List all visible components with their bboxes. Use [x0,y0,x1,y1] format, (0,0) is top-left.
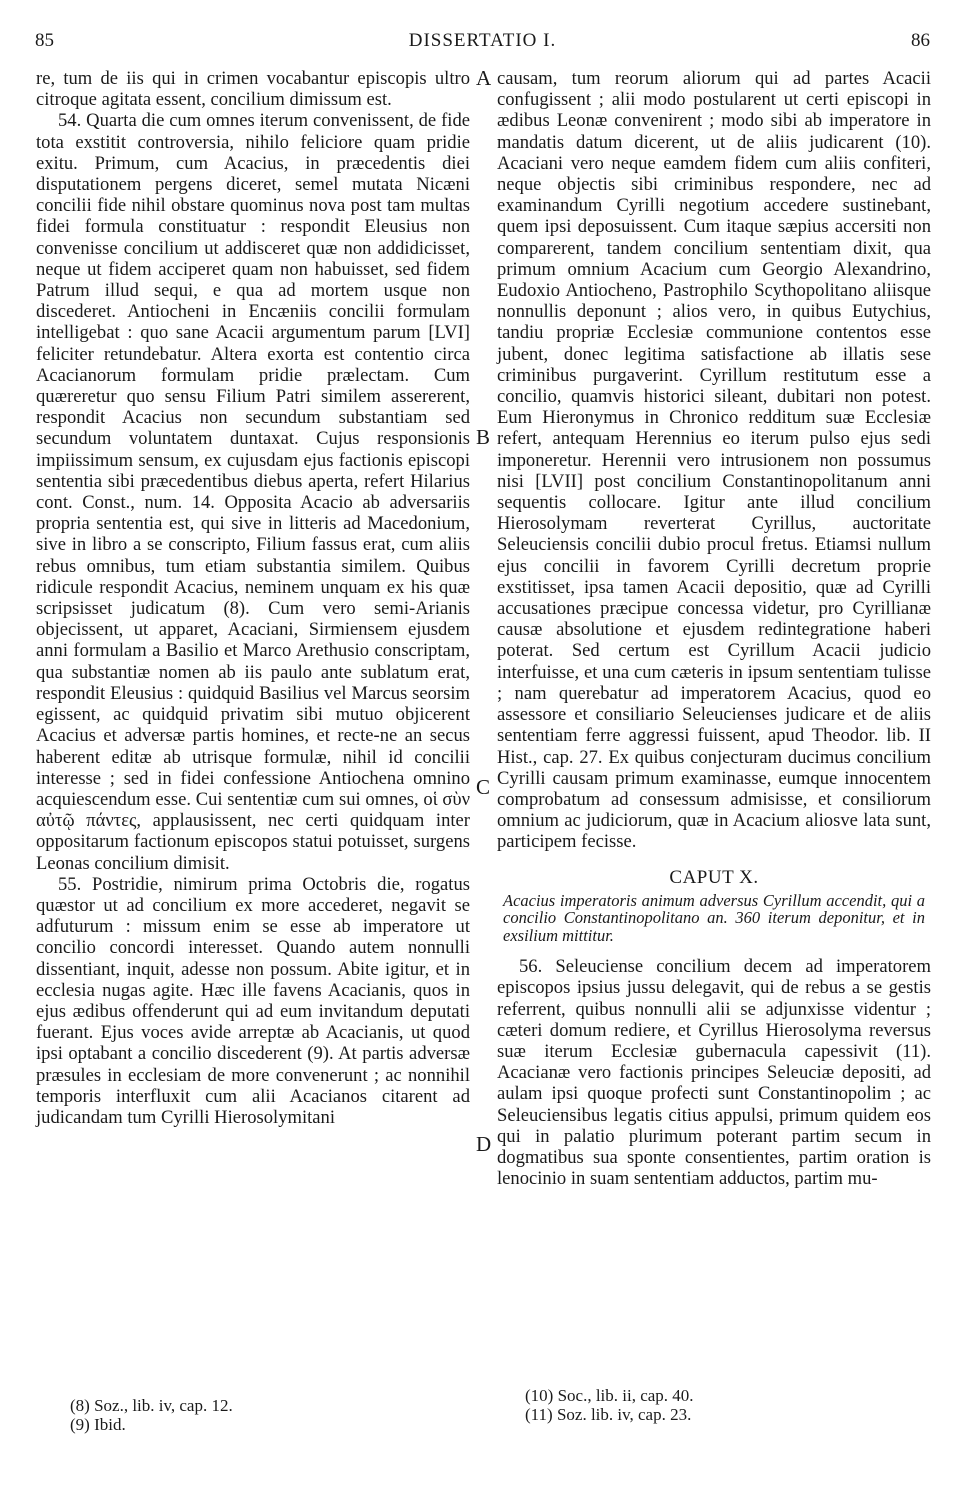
left-column [36,68,470,1128]
footnote: (11) Soz. lib. iv, cap. 23. [525,1405,692,1424]
page-number-right: 86 [911,30,930,51]
margin-letter-b: B [476,425,491,449]
footnote: (10) Soc., lib. ii, cap. 40. [525,1386,694,1405]
footnote: (9) Ibid. [70,1415,126,1434]
paragraph: re, tum de iis qui in crimen vocabantur episcopis ultro citroque agitata essent, concilium dimissum est. [36,68,470,111]
paragraph: 54. Quarta die cum omnes iterum convenissent, de fide tota exstitit controversia, nihilo feliciore quam pridie exitu. Primum, cum Acacius, in præcedentis diei disputationem pergens diceret, semel mutata Nicæni concilii fide nihil obstare quominus nova post tam multas fidei formula constituatur : respondit Eleusius non convenisse concilium ut addisceret quæ non addidicisset, neque ut fidem acciperet quam non habuisset, sed fidem Patrum illud sequi, e qua ad mortem usque non discederet. Antiocheni in Encæniis concilii formulam intelligebat : quo sane Acacii argumentum parum [LVI] feliciter retundebatur. Altera exorta est contentio circa Acacianorum formulam pridie prælectam. Cum quæreretur quo sensu Filium Patri similem assererent, respondit Acacius non secundum substantiam sed secundum voluntatem duntaxat. Cujus responsionis impiissimum sensum, ex cujusdam ejus factionis episcopi sententia sibi præcedentibus diebus aperta, refert Hilarius cont. Const., num. 14. Opposita Acacio ab adversariis propria sententia est, qui sive in litteris ad Macedonium, sive in libro a se conscripto, Filium fassus erat, cum aliis rebus omnibus, tum etiam substantia similem. Quibus ridicule respondit Acacius, neminem unquam ex his quæ scripsisset judicatum (8). Cum vero semi-Arianis objecissent, ut apparet, Acaciani, Sirmiensem ejusdem anni formulam a Basilio et Marco Arethusio conscriptam, qua substantiæ nomen ab iis paulo ante sublatum erat, respondit Eleusius : quidquid Basilius vel Marcus seorsim egissent, ac quidquid privatim sibi mutuo objicerent Acacius et adversæ partis homines, et recte-ne an secus haberent editæ ab utrisque formulæ, nihil id concilii interesse ; sed in fidei confessione Antiochena omnino acquiescendum esse. Cui sententiæ cum sui omnes, οἱ σὺν αὐτῷ πάντες, applausissent, nec certi quidquam inter oppositarum factionum episcopos statui potuisset, surgens Leonas concilium dimisit. [36,110,470,874]
chapter-title: CAPUT X. [669,866,759,888]
margin-letter-a: A [476,66,492,90]
page-number-left: 85 [35,30,54,51]
footnotes-left [70,1396,233,1434]
margin-letter-c: C [476,775,491,799]
page-header [35,30,930,60]
paragraph: 56. Seleuciense concilium decem ad imperatorem episcopos ipsius jussu delegavit, qui de rebus a se gestis referrent, quibus nonnulli alii se adjunxisse videntur ; cæteri domum rediere, et Cyrillus Hierosolyma reversus suæ iterum Ecclesiæ gubernacula capessivit (11). Acacianæ vero factionis principes Seleuciæ depositi, ad aulam ipsi quoque profecti sunt Constantinopolim ; ac Seleuciensibus legatis citius appulsi, primum quidem eos qui in palatio plurimum poterant partim secum in dogmatibus sua sponte consentientes, partim oration is lenocinio in suam sententiam adductos, partim mu- [497,956,931,1190]
paragraph: 55. Postridie, nimirum prima Octobris die, rogatus quæstor ut ad concilium ex more accederet, negavit se adfuturum : missum enim se esse ab imperatore ut concilio concordi interesset. Quando autem nonnulli dissentiant, inquit, adesse non possum. Abite igitur, et in ecclesia nugas agite. Hæc ille favens Acacianis, quos in ejus ædibus offenderunt qui ad eum invitandum deputati fuerant. Ejus voces avide arreptæ ab Acacianis, ut quod ipsi optabant a concilio discederent (9). At partis adversæ præsules in ecclesiam de more convenerunt ; ac nonnihil temporis interfluxit cum alii Acacianos citarent ad judicandam tum Cyrilli Hierosolymitani [36,873,470,1128]
chapter-summary: Acacius imperatoris animum adversus Cyrillum accendit, qui a concilio Constantinopolitano an. 360 iterum deponitur, et in exsilium mittitur. [503,890,925,945]
footnote: (8) Soz., lib. iv, cap. 12. [70,1396,233,1415]
margin-letter-d: D [476,1132,492,1156]
running-title: DISSERTATIO I. [408,30,557,51]
right-column [497,68,931,1189]
paragraph: causam, tum reorum aliorum qui ad partes Acacii confugissent ; alii modo postularent ut certi episcopi in ædibus Leonæ convenirent ; modo sibi ab imperatore in mandatis datum dicerent, ut de aliis judicarent (10). Acaciani vero neque eamdem fidem cum aliis confiteri, neque objectis sibi criminibus respondere, nec ad examinandum Cyrilli negotium accedere sustinebant, quem ipsi deposuissent. Cum itaque sæpius accersiti non comparerent, tandem concilium sententiam dixit, qua primum omnium Acacium cum Georgio Alexandrino, Eudoxio Antiocheno, Pastrophilo Scythopolitano aliisque nonnullis deponunt ; alios vero, in quibus Eutychius, tandiu propriæ Ecclesiæ communione contentos esse jubent, donec legitima satisfactione ab illatis sese criminibus purgaverint. Cyrillum restitutum esse a concilio, quamvis historici sileant, dubitari non potest. Eum Hieronymus in Chronico redditum suæ Ecclesiæ refert, antequam Herennius eo iterum pulso ejus sedi imponeretur. Herennii vero intrusionem non possumus nisi [LVII] post concilium Constantinopolitanum anni sequentis collocare. Igitur ante illud concilium Hierosolymam reverterat Cyrillus, auctoritate Seleuciensis concilii dubio procul fretus. Etiamsi nullum ejus concilii in favorem Cyrilli decretum proprie exstitisset, ipsa tamen Acacii depositio, quæ ad Cyrilli accusationes præcipue concessa videtur, pro Cyrillianæ causæ absolutione et ejusdem redintegratione haberi poterat. Sed certum est Cyrillum Acacii judicio interfuisse, et una cum cæteris in ipsum sententiam tulisse ; nam querebatur ad imperatorem Acacius, quod eo assessore et consiliario Seleucienses judicare et de aliis sententiam ferre aggressi fuissent, apud Theodor. lib. II Hist., cap. 27. Ex quibus conjecturam ducimus concilium Cyrilli causam primum examinasse, eumque innocentem comprobatum ad consessum admisisse, et consiliorum omnium ac judiciorum, quæ in Acacium aliosve lata sunt, participem fecisse. [497,68,931,853]
footnotes-right [525,1386,694,1424]
